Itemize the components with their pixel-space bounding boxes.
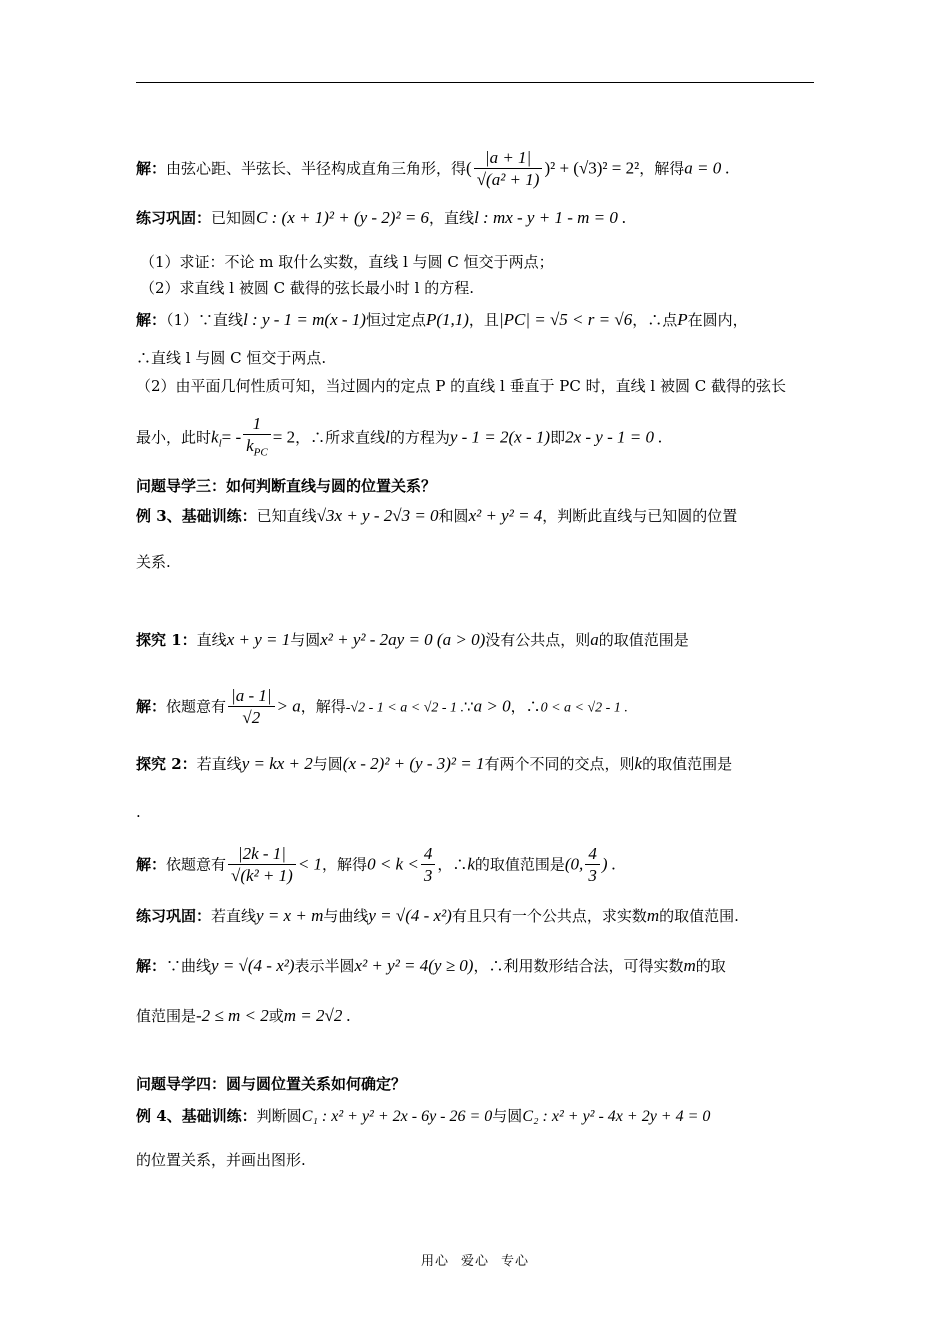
line-dot: . — [136, 803, 141, 821]
line-relation: 关系. — [136, 553, 171, 571]
page-footer: 用心 爱心 专心 — [420, 1254, 530, 1269]
fraction: $\frac{|a - 1|}{√2}$ — [228, 686, 275, 729]
line-slope: 最小，此时$k_l=$ - $\frac{1}{k_{PC}}$ = 2，∴所求直线l的方程为y - 1 = 2(x - 1)即2x - y - 1 = 0 . — [136, 414, 814, 463]
line-solution-1: 解：（1）∵直线l : y - 1 = m(x - 1)恒过定点P(1,1)，且|PC| = √5 < r = √6，∴点P在圆内， — [136, 310, 748, 329]
line-solution-2: （2）由平面几何性质可知，当过圆内的定点 P 的直线 l 垂直于 PC 时，直线 l 被圆 C 截得的弦长 — [136, 377, 786, 395]
line-range: 值范围是-2 ≤ m < 2或m = 2√2 . — [136, 1006, 351, 1025]
line-solution-explore-1: 解：依题意有 $\frac{|a - 1|}{√2}$ > a，解得-√2 - 1 < a < √2 - 1 .∵a > 0，∴0 < a < √2 - 1 . — [136, 686, 628, 727]
fraction: $\frac{1}{k_{PC}}$ — [243, 414, 271, 463]
line-explore-1: 探究 1：直线x + y = 1与圆x² + y² - 2ay = 0 (a > 0)没有公共点，则a的取值范围是 — [136, 630, 689, 649]
line-q1: （1）求证：不论 m 取什么实数，直线 l 与圆 C 恒交于两点； — [140, 253, 554, 271]
line-solution-explore-2: 解：依题意有 $\frac{|2k - 1|}{\text{√(k² + 1)}}$ < 1，解得0 < k < $\frac{4}{3}$ ，∴k的取值范围是(0, $\frac{4}{3}$ ) . — [136, 844, 616, 885]
section-heading-4: 问题导学四：圆与圆位置关系如何确定？ — [136, 1075, 407, 1093]
line-example-4: 例 4、基础训练：判断圆C₁ : x² + y² + 2x - 6y - 26 = 0与圆C₂ : x² + y² - 4x + 2y + 4 = 0 — [136, 1107, 711, 1125]
line-conclusion-1: ∴直线 l 与圆 C 恒交于两点. — [136, 349, 327, 367]
fraction: $\frac{|a + 1|}{\text{√(a² + 1)}}$ — [474, 148, 543, 191]
header-rule — [136, 82, 814, 83]
line-explore-2: 探究 2：若直线y = kx + 2与圆(x - 2)² + (y - 3)² = 1有两个不同的交点，则k的取值范围是 — [136, 754, 733, 773]
line-solution-practice-2: 解：∵曲线y = √(4 - x²)表示半圆x² + y² = 4(y ≥ 0)，∴利用数形结合法，可得实数m的取 — [136, 956, 726, 975]
line-practice-1: 练习巩固：已知圆C : (x + 1)² + (y - 2)² = 6，直线l : mx - y + 1 - m = 0 . — [136, 208, 627, 227]
fraction: $\frac{4}{3}$ — [421, 844, 436, 887]
line-practice-2: 练习巩固：若直线y = x + m与曲线y = √(4 - x²)有且只有一个公共点，求实数m的取值范围. — [136, 906, 739, 925]
line-example-3: 例 3、基础训练：已知直线√3x + y - 2√3 = 0和圆x² + y² = 4，判断此直线与已知圆的位置 — [136, 506, 738, 525]
fraction: $\frac{4}{3}$ — [585, 844, 600, 887]
line-solution-a: 解：由弦心距、半弦长、半径构成直角三角形，得( $\frac{|a + 1|}{\text{√(a² + 1)}}$ )² + (√3)² = 2²，解得a = 0 . — [136, 148, 730, 189]
line-q2: （2）求直线 l 被圆 C 截得的弦长最小时 l 的方程. — [140, 279, 474, 297]
fraction: $\frac{|2k - 1|}{\text{√(k² + 1)}}$ — [228, 844, 296, 887]
section-heading-3: 问题导学三：如何判断直线与圆的位置关系？ — [136, 477, 437, 495]
line-draw: 的位置关系，并画出图形. — [136, 1151, 306, 1169]
